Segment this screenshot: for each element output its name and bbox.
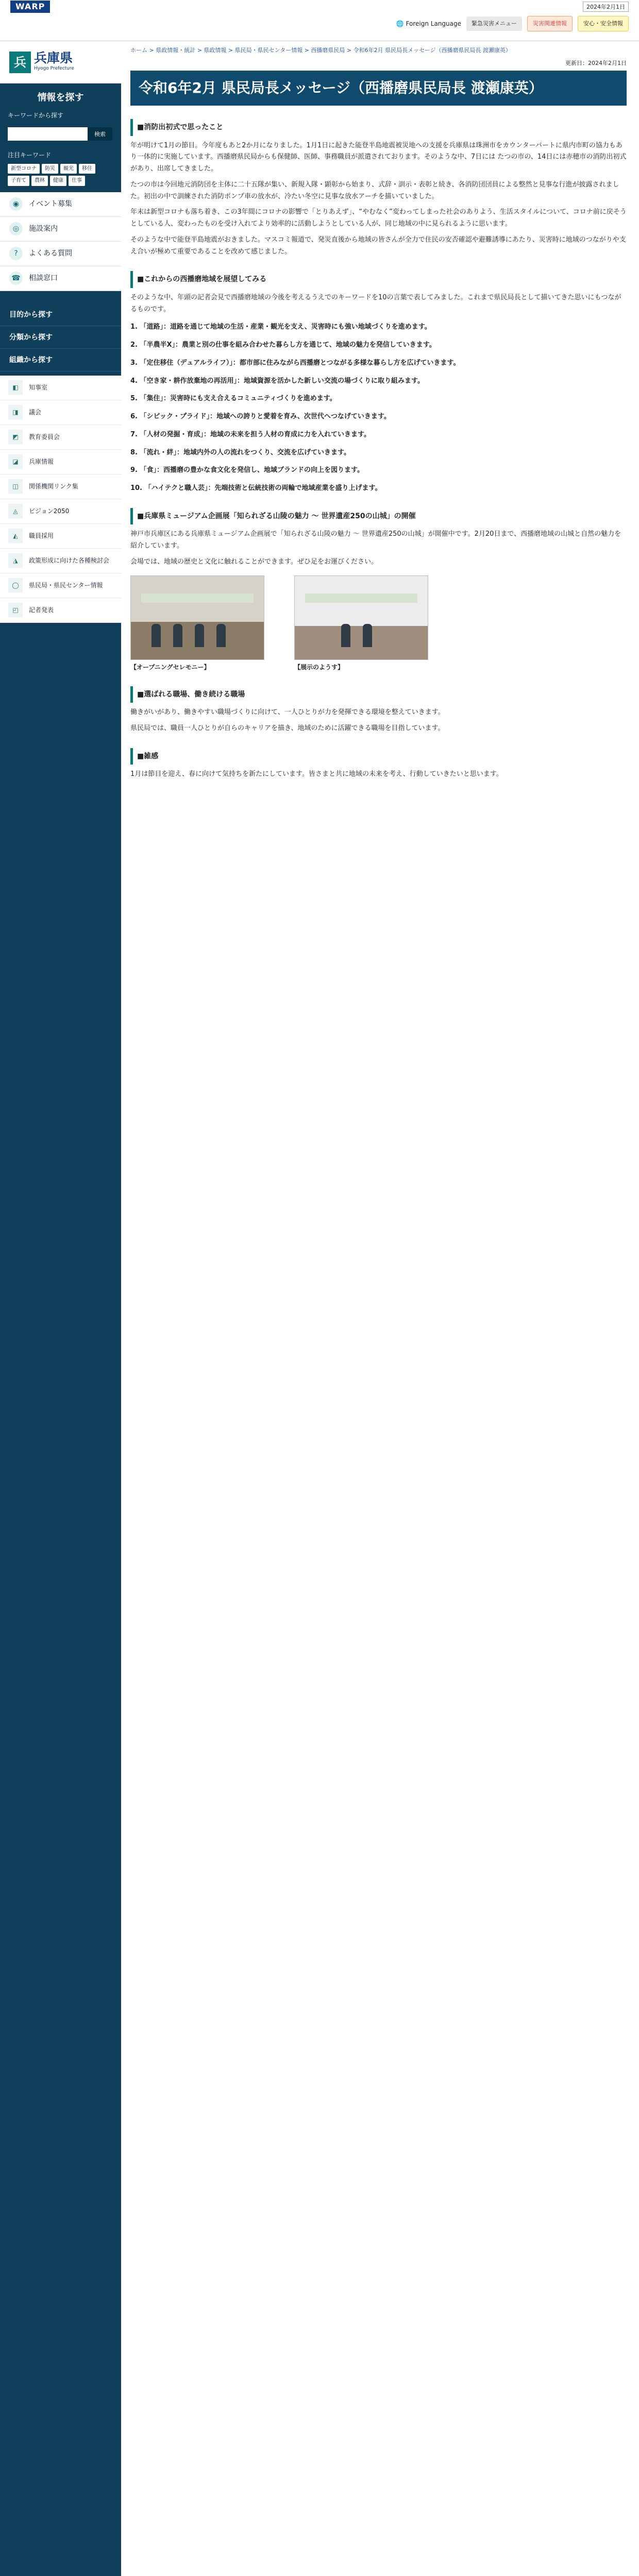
person-shape: [173, 624, 182, 647]
menu-icon: ◪: [8, 454, 23, 469]
sidebar-link-facilities[interactable]: [0, 217, 121, 242]
keyword-label: キーワードから探す: [8, 111, 64, 119]
sidebar-link-faq[interactable]: [0, 242, 121, 266]
updated-date: 更新日：2024年2月1日: [565, 60, 627, 67]
keyword-chip[interactable]: 移住: [79, 164, 95, 174]
paragraph: そのような中で能登半島地震がおきました。マスコミ報道で、発災直後から地域の皆さんが全力で住民の安否確認や避難誘導にあたり、災害時に地域のつながりや支え合いが極めて重要であることを改めて感じました。: [130, 235, 626, 256]
keyword-search-box: [0, 110, 121, 186]
keyword-chip[interactable]: 観光: [60, 164, 77, 174]
note-keyword-title: 注目キーワード: [8, 151, 52, 159]
photo-caption: 【オープニングセレモニー】: [130, 663, 210, 671]
disaster-info-button[interactable]: 災害関連情報: [527, 16, 573, 31]
question-icon: ?: [9, 247, 23, 260]
keyword-item: 8. 「流れ・絆」：地域内外の人の流れをつくり、交流を広げていきます。: [130, 448, 350, 456]
paragraph: 年末は新型コロナも落ち着き、この3年間にコロナの影響で「とりあえず」、“やむなく”変わってしまった社会のありよう、生活スタイルについて、コロナ前に戻そうとしている人、変わったものを受け入れてより効率的に活動しようとしている人が、同じ地域の中に見られるように思います。: [130, 208, 627, 228]
museum-section: [130, 508, 627, 673]
photo-opening: [130, 575, 264, 673]
event-icon: ◉: [9, 197, 23, 211]
keyword-chip[interactable]: 子育て: [8, 176, 29, 186]
section-title: ■雑感: [130, 748, 627, 765]
section-title: ■選ばれる職場、働き続ける職場: [130, 686, 627, 703]
search-row: [8, 127, 113, 141]
foreign-language-link[interactable]: [396, 19, 461, 29]
paragraph: 働きがいがあり、働きやすい職場づくりに向けて、一人ひとりが力を発揮できる環境を整えていきます。: [130, 708, 445, 717]
breadcrumb[interactable]: ホーム > 県政情報・統計 > 県政情報 > 県民局・県民センター情報 > 西播磨県民局 > 令和6年2月 県民局長メッセージ（西播磨県民局長 渡瀬康英）: [130, 47, 511, 54]
sidebar-item-label: 記者発表: [29, 606, 54, 614]
keyword-item: 10. 「ハイテクと職人芸」：先端技術と伝統技術の両輪で地域産業を盛り上げます。: [130, 484, 382, 493]
paragraph: 年が明けて1月の節目。今年度もあと2か月になりました。1月1日に起きた能登半島地震被災地への支援を兵庫県は珠洲市をカウンターパートに県内市町の協力もあり一体的に実施しています。西播磨県民局からも保健師、医師、事務職員が派遣されております。そのような中、7日には たつの市の、14日には赤穂市の消防出初式があり、出席してきました。: [130, 141, 627, 173]
keyword-chip[interactable]: 防災: [42, 164, 58, 174]
header-links: [0, 13, 639, 34]
message-section: [130, 119, 627, 258]
keyword-item: 4. 「空き家・耕作放棄地の再活用」：地域資源を活かした新しい交流の場づくりに取り組みます。: [130, 377, 424, 385]
keyword-chips: [8, 164, 113, 186]
sidebar-item-label: 政策形成に向けた各種検討会: [29, 556, 110, 564]
section-title: ■兵庫県ミュージアム企画展「知られざる山陵の魅力 ～ 世界遺産250の山城」の開催: [130, 508, 627, 525]
paragraph: たつの市は今回地元消防団を主体に二十五隊が集い、新規入隊・顕彰から始まり、式辞・訓示・表彰と続き、各消防団団員による整然と見事な行進が披露されました。初出の中で訓練された消防ポンプ車の放水が、冷たい冬空に見事な放水アーチを描いていました。: [130, 180, 619, 200]
menu-icon: ◩: [8, 430, 23, 444]
paragraph: 1月は節目を迎え、春に向けて気持ちを新たにしています。皆さまと共に地域の未来を考え、行動していきたいと思います。: [130, 770, 503, 778]
photo-caption: 【展示のようす】: [294, 663, 344, 671]
sidebar-link-label: 相談窓口: [29, 274, 58, 282]
logo-text-block: [34, 51, 74, 73]
sidebar-item-label: ビジョン2050: [29, 507, 70, 515]
keyword-item: 1. 「道路」：道路を通じて地域の生活・産業・観光を支え、災害時にも強い地域づくりを進めます。: [130, 323, 431, 331]
sidebar: [0, 41, 121, 2576]
person-shape: [195, 624, 204, 647]
foreign-language-label: Foreign Language: [406, 20, 461, 27]
section-title: ■これからの西播磨地域を展望してみる: [130, 271, 627, 288]
search-input[interactable]: [8, 127, 88, 141]
sidebar-item[interactable]: [0, 524, 121, 549]
hyogo-logo-icon: 兵: [9, 52, 31, 73]
keyword-item: 5. 「集住」：災害時にも支え合えるコミュニティづくりを進めます。: [130, 395, 337, 403]
menu-icon: ◧: [8, 380, 23, 395]
sidebar-title: 情報を探す: [37, 92, 84, 103]
paragraph: そのような中、年頭の記者会見で西播磨地域の今後を考えるうえでのキーワードを10の言葉で表してみました。これまで県民局長として描いてきた思いにもつながるものです。: [130, 293, 621, 313]
sidebar-link-consultation[interactable]: [0, 266, 121, 291]
impressions-section: [130, 748, 627, 781]
exhibit-photo: [294, 575, 428, 660]
sidebar-item[interactable]: [0, 400, 121, 425]
sidebar-quick-links: [0, 192, 121, 291]
keyword-item: 2. 「半農半X」：農業と別の仕事を組み合わせた暮らし方を通じて、地域の魅力を発信していきます。: [130, 341, 436, 349]
keyword-item: 7. 「人材の発掘・育成」：地域の未来を担う人材の育成に力を入れていきます。: [130, 430, 371, 438]
top-header: [0, 0, 639, 41]
display-board: [305, 594, 417, 603]
sidebar-item[interactable]: [0, 376, 121, 400]
keywords-section: [130, 271, 627, 495]
sidebar-item-label: 職員採用: [29, 532, 54, 539]
keyword-chip[interactable]: 健康: [50, 176, 66, 186]
prefecture-logo[interactable]: [0, 41, 121, 83]
person-shape: [363, 624, 372, 647]
search-button[interactable]: 検索: [88, 127, 112, 141]
disaster-menu-button[interactable]: 緊急災害メニュー: [466, 16, 522, 30]
section-organization[interactable]: 組織から探す: [0, 349, 121, 371]
section-category[interactable]: 分類から探す: [0, 326, 121, 349]
keyword-chip[interactable]: 農林: [31, 176, 48, 186]
menu-icon: ◯: [8, 578, 23, 592]
keyword-item: 6. 「シビック・プライド」：地域への誇りと愛着を育み、次世代へつなげていきます。: [130, 413, 391, 421]
section-title: ■消防出初式で思ったこと: [130, 119, 627, 136]
sidebar-item[interactable]: [0, 474, 121, 499]
sidebar-item-label: 議会: [29, 408, 42, 416]
sidebar-sections: [0, 303, 121, 371]
sidebar-link-label: よくある質問: [29, 249, 72, 258]
opening-ceremony-photo: [130, 575, 264, 660]
workplace-section: [130, 686, 627, 735]
photo-exhibit: [294, 575, 428, 673]
keyword-chip[interactable]: 新型コロナ: [8, 164, 40, 174]
photo-gallery: [130, 575, 627, 673]
sidebar-item[interactable]: [0, 549, 121, 573]
sidebar-item-label: 県民局・県民センター情報: [29, 581, 103, 589]
top-strip: [0, 0, 639, 13]
person-shape: [341, 624, 350, 647]
paragraph: 会場では、地域の歴史と文化に触れることができます。ぜひ足をお運びください。: [130, 557, 378, 566]
sidebar-link-event[interactable]: [0, 192, 121, 217]
sidebar-item[interactable]: [0, 598, 121, 623]
sidebar-item-label: 関係機関リンク集: [29, 482, 78, 490]
sidebar-menu-list: [0, 376, 121, 623]
paragraph: 県民局では、職員一人ひとりが自らのキャリアを描き、地域のために活躍できる職場を目指しています。: [130, 724, 445, 732]
person-shape: [152, 624, 161, 647]
menu-icon: ◮: [8, 553, 23, 568]
menu-icon: ◫: [8, 479, 23, 494]
globe-icon: 🌐: [396, 20, 404, 27]
sidebar-link-label: 施設案内: [29, 224, 58, 233]
banner-shape: [141, 594, 254, 603]
page-title: 令和6年2月 県民局長メッセージ（西播磨県民局長 渡瀬康英）: [130, 71, 627, 106]
facility-icon: ◎: [9, 222, 23, 235]
sidebar-item-label: 知事室: [29, 383, 48, 391]
site-logo[interactable]: WARP: [10, 1, 50, 13]
sidebar-item[interactable]: [0, 573, 121, 598]
person-shape: [216, 624, 226, 647]
sidebar-item[interactable]: [0, 499, 121, 524]
sidebar-item-label: 教育委員会: [29, 433, 60, 440]
keyword-item: 3. 「定住移住（デュアルライフ）」：都市部に住みながら西播磨とつながる多様な暮らし方を広げていきます。: [130, 359, 460, 367]
sidebar-item[interactable]: [0, 450, 121, 474]
menu-icon: ◭: [8, 529, 23, 543]
safety-info-button[interactable]: 安心・安全情報: [578, 16, 629, 31]
section-purpose[interactable]: 目的から探す: [0, 303, 121, 326]
paragraph: 神戸市兵庫区にある兵庫県ミュージアム企画展で「知られざる山陵の魅力 ～ 世界遺産250の山城」が開催中です。2月20日まで、西播磨地域の山城と自然の魅力を紹介しています。: [130, 530, 621, 550]
phone-icon: ☎: [9, 272, 23, 285]
keyword-item: 9. 「食」：西播磨の豊かな食文化を発信し、地域ブランドの向上を図ります。: [130, 466, 364, 474]
menu-icon: ◨: [8, 405, 23, 419]
keyword-chip[interactable]: 仕事: [69, 176, 85, 186]
logo-title: 兵庫県: [34, 50, 73, 65]
menu-icon: ◬: [8, 504, 23, 518]
logo-subtitle: Hyogo Prefecture: [34, 66, 74, 72]
date-display: 2024年2月1日: [583, 2, 629, 12]
main-content: [121, 41, 639, 794]
sidebar-item[interactable]: [0, 425, 121, 450]
sidebar-item-label: 兵庫情報: [29, 457, 54, 465]
menu-icon: ◰: [8, 603, 23, 617]
sidebar-link-label: イベント募集: [29, 199, 72, 208]
